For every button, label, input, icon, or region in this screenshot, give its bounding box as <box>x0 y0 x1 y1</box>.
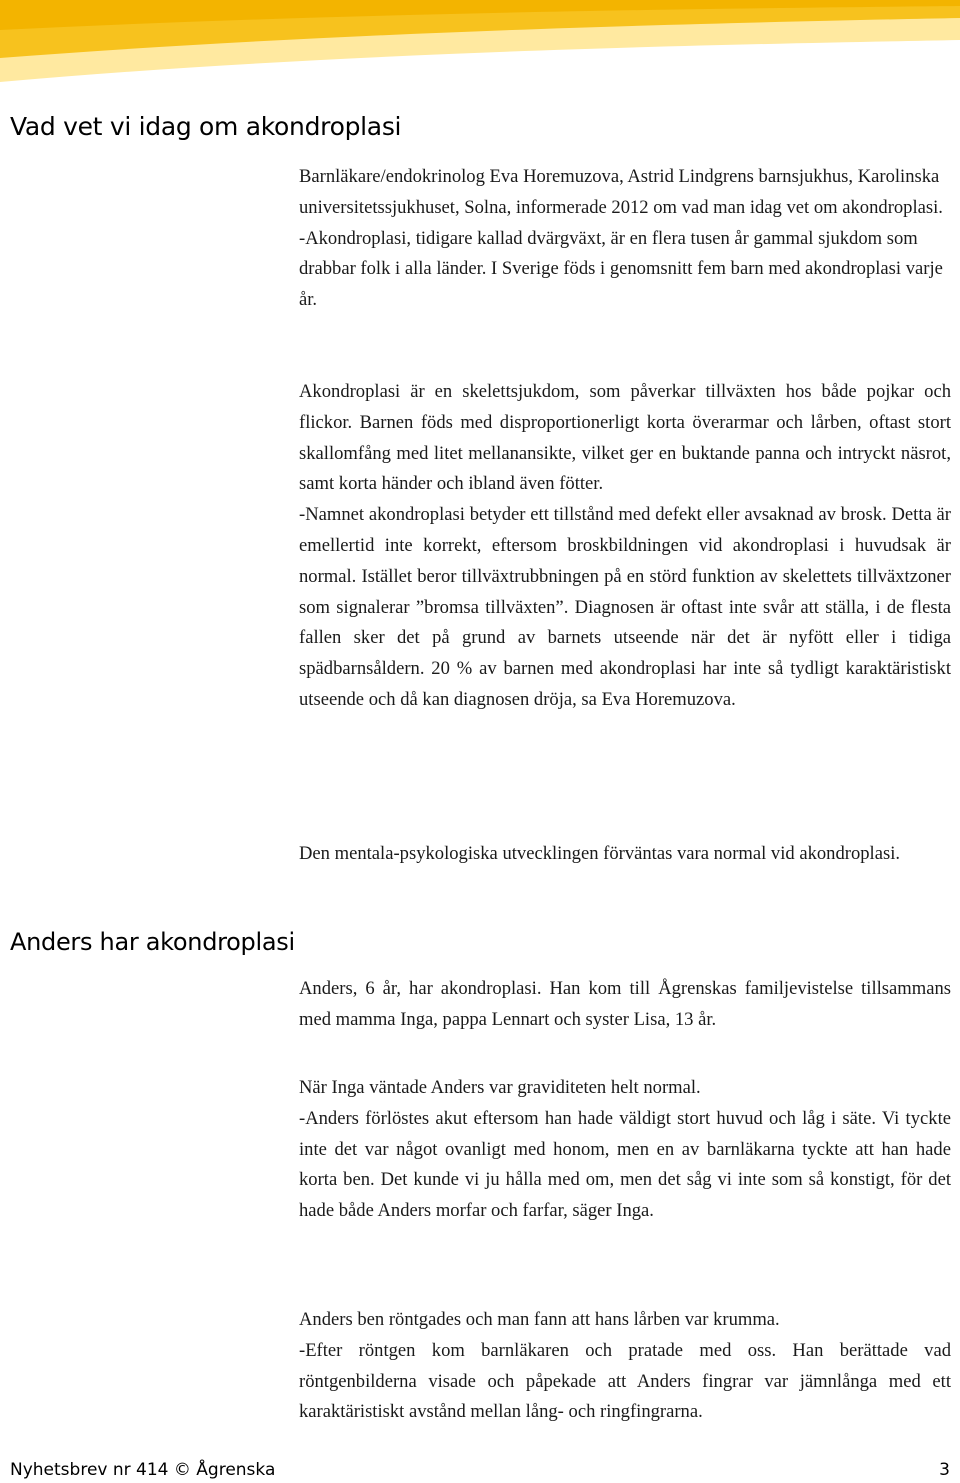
paragraph: -Akondroplasi, tidigare kallad dvärgväxt, är en flera tusen år gammal sjukdom som drabbar folk i alla länder. I Sverige föds i genomsnitt fem barn med akondroplasi varje år. <box>299 227 943 311</box>
article-column-vad-vet <box>299 162 951 316</box>
article-column-anders-intro <box>299 974 951 1036</box>
paragraph: Barnläkare/endokrinolog Eva Horemuzova, Astrid Lindgrens barnsjukhus, Karolinska universitetssjukhuset, Solna, informerade 2012 om vad man idag vet om akondroplasi. <box>299 166 943 218</box>
paragraph: -Namnet akondroplasi betyder ett tillstånd med defekt eller avsaknad av brosk. Detta är emellertid inte korrekt, eftersom broskbildningen vid akondroplasi i huvudsak är normal. Istället beror tillväxtrubbningen på en störd funktion av skelettets tillväxtzoner som signalerar ”bromsa tillväxten”. Diagnosen är oftast inte svår att ställa, i de flesta fallen sker det på grund av barnets utseende när det är nyfött eller i tidiga spädbarnsåldern. 20 % av barnen med akondroplasi har inte så tydligt karaktäristiskt utseende och då kan diagnosen dröja, sa Eva Horemuzova. <box>299 504 951 710</box>
section-heading-vad-vet: Vad vet vi idag om akondroplasi <box>10 112 402 141</box>
section-heading-anders: Anders har akondroplasi <box>10 928 295 956</box>
article-column-anders-graviditet <box>299 1073 951 1227</box>
paragraph: Anders ben röntgades och man fann att hans lårben var krumma. <box>299 1309 780 1330</box>
paragraph: -Efter röntgen kom barnläkaren och pratade med oss. Han berättade vad röntgenbilderna visade och påpekade att Anders fingrar var jämnlånga med ett karaktäristiskt avstånd mellan lång- och ringfingrarna. <box>299 1339 951 1423</box>
paragraph: Den mentala-psykologiska utvecklingen förväntas vara normal vid akondroplasi. <box>299 843 901 864</box>
paragraph: Akondroplasi är en skelettsjukdom, som påverkar tillväxten hos både pojkar och flickor. Barnen föds med disproportionerligt korta överarmar och lårben, oftast stort skallomfång med litet mellanansikte, vilket ger en buktande panna och intryckt näsrot, samt korta händer och ibland även fötter. <box>299 381 951 495</box>
article-column-skelett <box>299 377 951 716</box>
paragraph: När Inga väntade Anders var graviditeten helt normal. <box>299 1077 701 1098</box>
decorative-swoosh <box>0 0 960 90</box>
footer-newsletter-label: Nyhetsbrev nr 414 © Ågrenska <box>10 1460 276 1480</box>
article-column-mental <box>299 839 951 870</box>
page-number: 3 <box>939 1460 950 1480</box>
paragraph: -Anders förlöstes akut eftersom han hade väldigt stort huvud och låg i säte. Vi tyckte inte det var något ovanligt med honom, men en av barnläkarna tyckte att han hade korta ben. Det kunde vi ju hålla med om, men det såg vi inte som så konstigt, för det hade både Anders morfar och farfar, säger Inga. <box>299 1107 951 1222</box>
article-column-anders-rontgen <box>299 1305 951 1428</box>
paragraph: Anders, 6 år, har akondroplasi. Han kom till Ågrenskas familjevistelse tillsammans med mamma Inga, pappa Lennart och syster Lisa, 13 år. <box>299 978 951 1030</box>
